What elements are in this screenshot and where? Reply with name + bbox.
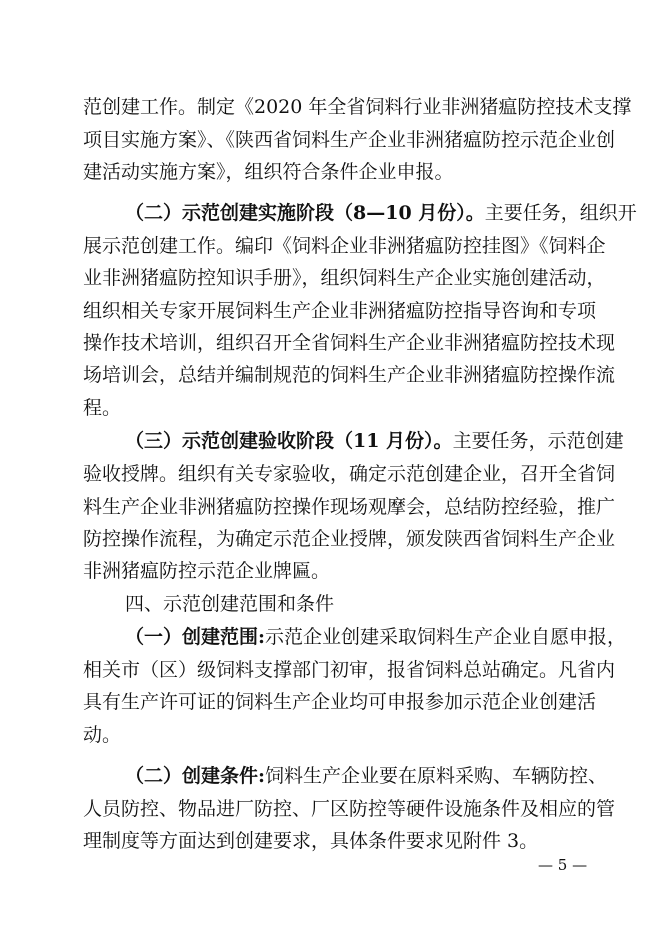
text-line: [83, 829, 583, 853]
text-line: [83, 95, 632, 119]
line-text: 具有生产许可证的饲料生产企业均可申报参加示范企业创建活: [83, 691, 597, 713]
line-text: 示范企业创建采取饲料生产企业自愿申报，: [265, 626, 627, 648]
line-text: 防控操作流程，为确定示范企业授牌，颁发陕西省饲料生产企业: [83, 528, 616, 550]
line-text: 验收授牌。组织有关专家验收，确定示范创建企业，召开全省饲: [83, 463, 616, 485]
bold-lead: （三）示范创建验收阶段（11 月份）。: [125, 430, 453, 452]
bold-lead: （二）创建条件:: [125, 765, 266, 787]
text-line: [83, 266, 606, 290]
line-text: 操作技术培训，组织召开全省饲料生产企业非洲猪瘟防控技术现: [83, 332, 616, 354]
text-line: [125, 625, 627, 649]
text-line: [83, 462, 616, 486]
line-text: 组织相关专家开展饲料生产企业非洲猪瘟防控指导咨询和专项: [83, 300, 597, 322]
line-text: 四、示范创建范围和条件: [125, 593, 335, 615]
line-text: 动。: [83, 724, 122, 746]
text-line: [125, 429, 624, 453]
line-text: 相关市（区）级饲料支撑部门初审，报省饲料总站确定。凡省内: [83, 659, 616, 681]
page-number: — 5 —: [538, 856, 588, 874]
line-text: 主要任务，组织开: [484, 202, 637, 224]
line-text: 项目实施方案》、《陕西省饲料生产企业非洲猪瘟防控示范企业创: [83, 129, 616, 151]
line-text: 人员防控、物品进厂防控、厂区防控等硬件设施条件及相应的管: [83, 798, 616, 820]
text-line: [83, 723, 583, 747]
text-line: [83, 527, 616, 551]
text-line: [83, 234, 606, 258]
line-text: 料生产企业非洲猪瘟防控操作现场观摩会，总结防控经验，推广: [83, 496, 616, 518]
text-line: [83, 559, 583, 583]
text-line: [83, 299, 597, 323]
line-text: 场培训会，总结并编制规范的饲料生产企业非洲猪瘟防控操作流: [83, 364, 616, 386]
text-line: [83, 690, 597, 714]
text-line: [83, 331, 616, 355]
line-text: 程。: [83, 397, 122, 419]
line-text: 非洲猪瘟防控示范企业牌匾。: [83, 560, 331, 582]
line-text: 主要任务，示范创建: [452, 430, 624, 452]
text-line: [125, 201, 637, 225]
line-text: 饲料生产企业要在原料采购、车辆防控、: [265, 765, 608, 787]
text-line: [83, 160, 583, 184]
line-text: 建活动实施方案》，组织符合条件企业申报。: [83, 161, 454, 183]
text-line: [125, 764, 608, 788]
text-line: [83, 658, 616, 682]
bold-lead: （一）创建范围:: [125, 626, 266, 648]
line-text: 展示范创建工作。编印《饲料企业非洲猪瘟防控挂图》《饲料企: [83, 235, 606, 257]
text-line: [83, 495, 616, 519]
text-line: [83, 128, 616, 152]
line-text: 业非洲猪瘟防控知识手册》，组织饲料生产企业实施创建活动，: [83, 267, 606, 289]
section-heading: [125, 592, 583, 616]
text-line: [83, 396, 583, 420]
text-line: [83, 797, 616, 821]
line-text: 理制度等方面达到创建要求，具体条件要求见附件 3。: [83, 830, 539, 852]
line-text: 范创建工作。制定《2020 年全省饲料行业非洲猪瘟防控技术支撑: [83, 96, 632, 118]
bold-lead: （二）示范创建实施阶段（8—10 月份）。: [125, 202, 485, 224]
text-line: [83, 363, 616, 387]
